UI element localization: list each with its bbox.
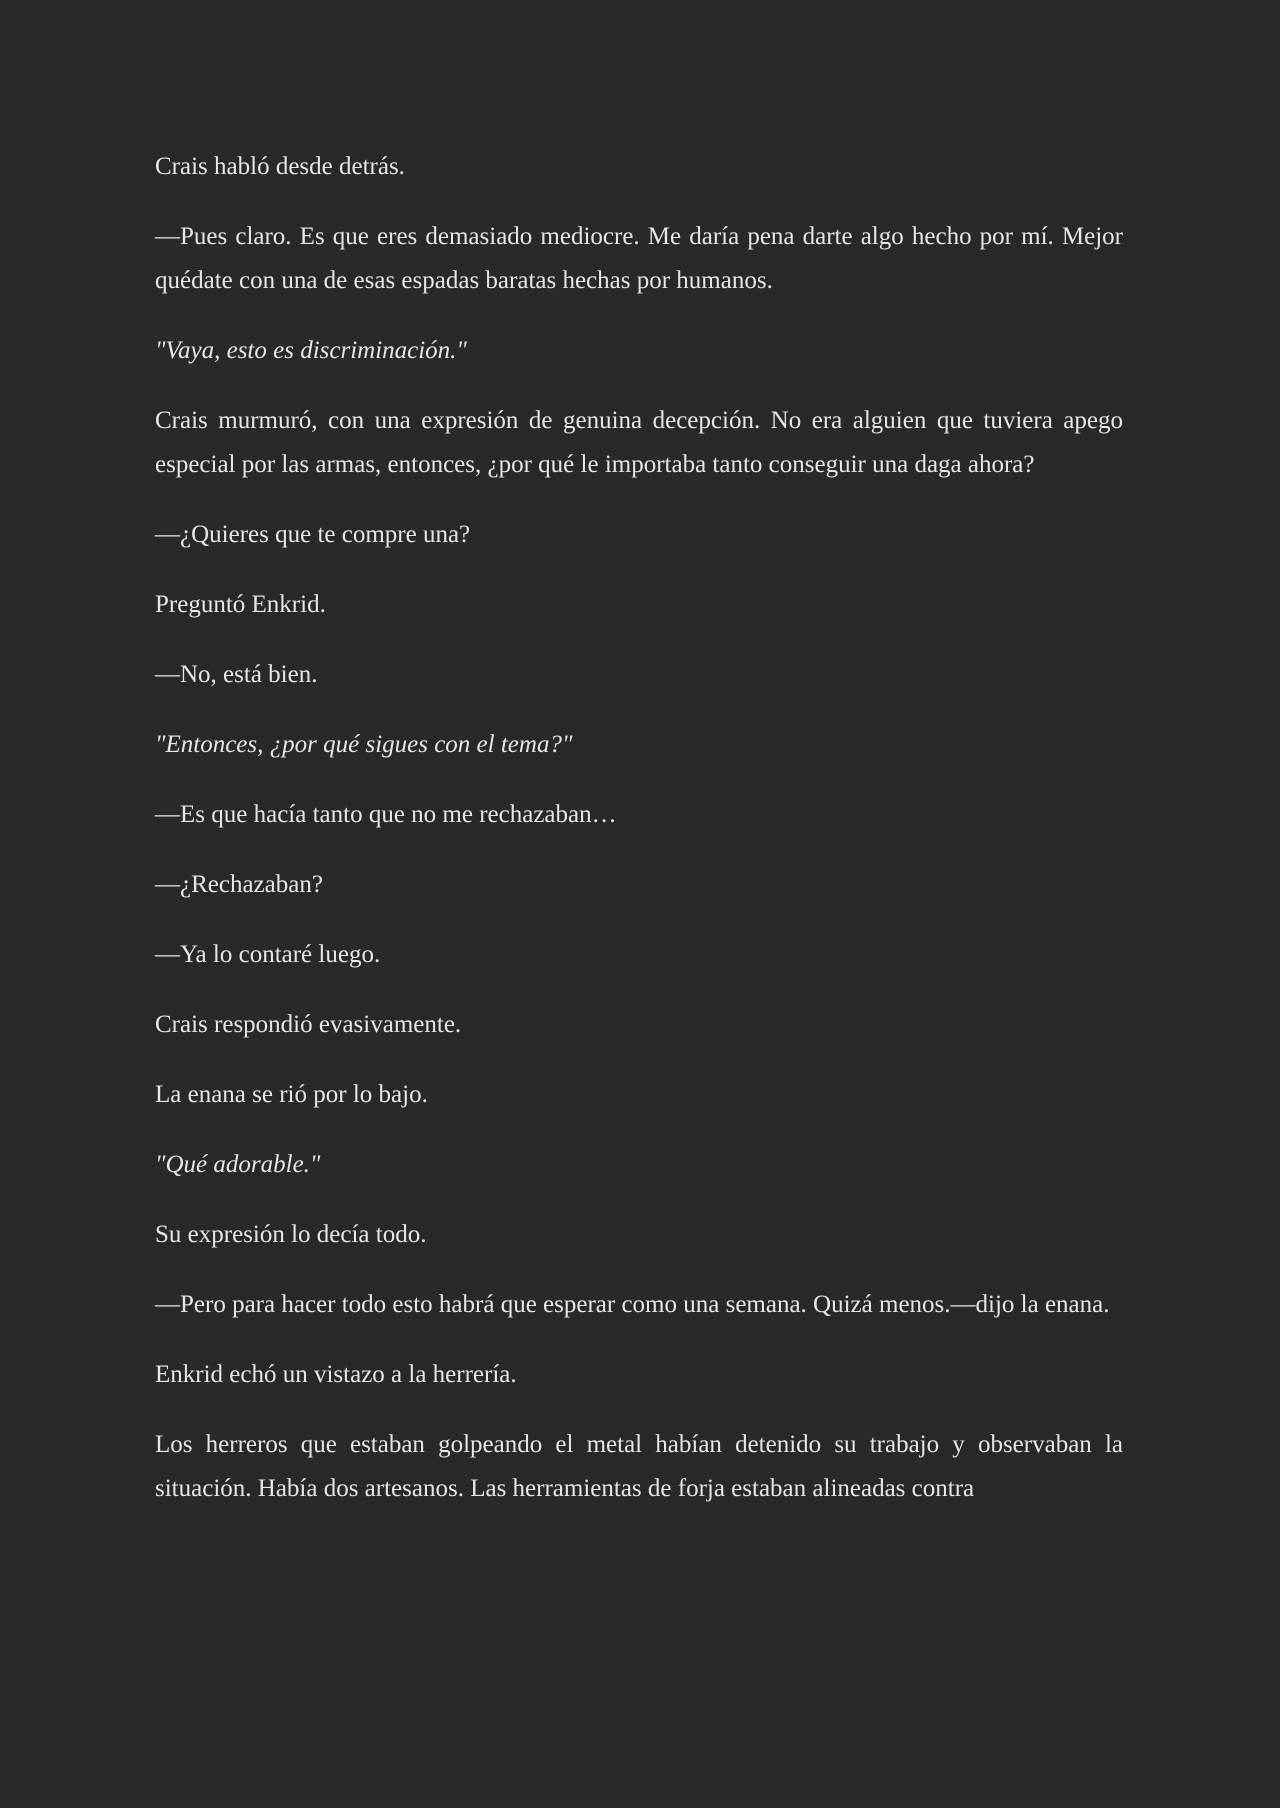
paragraph-thought: "Vaya, esto es discriminación." (155, 337, 467, 364)
paragraph-thought: "Entonces, ¿por qué sigues con el tema?" (155, 731, 573, 758)
paragraph-narration: Su expresión lo decía todo. (155, 1221, 427, 1248)
paragraph-narration: Crais murmuró, con una expresión de genuina decepción. No era alguien que tuviera apego especial por las armas, entonces, ¿por qué le importaba tanto conseguir una daga ahora? (155, 407, 1123, 478)
paragraph-dialogue: —¿Rechazaban? (155, 871, 323, 898)
paragraph-dialogue: —¿Quieres que te compre una? (155, 521, 471, 548)
paragraph-narration: Crais respondió evasivamente. (155, 1011, 462, 1038)
paragraph-dialogue: —Ya lo contaré luego. (155, 941, 381, 968)
paragraph-narration: Crais habló desde detrás. (155, 153, 405, 180)
paragraph-dialogue: —No, está bien. (155, 661, 318, 688)
reading-page (155, 145, 1123, 1537)
paragraph-dialogue: —Pero para hacer todo esto habrá que esperar como una semana. Quizá menos.—dijo la enana. (155, 1291, 1110, 1318)
paragraph-narration: Enkrid echó un vistazo a la herrería. (155, 1361, 517, 1388)
paragraph-narration: La enana se rió por lo bajo. (155, 1081, 428, 1108)
paragraph-dialogue: —Es que hacía tanto que no me rechazaban… (155, 801, 617, 828)
paragraph-dialogue: —Pues claro. Es que eres demasiado mediocre. Me daría pena darte algo hecho por mí. Mejor quédate con una de esas espadas baratas hechas por humanos. (155, 223, 1123, 294)
paragraph-narration: Los herreros que estaban golpeando el metal habían detenido su trabajo y observaban la situación. Había dos artesanos. Las herramientas de forja estaban alineadas contra (155, 1431, 1123, 1502)
paragraph-narration: Preguntó Enkrid. (155, 591, 326, 618)
paragraph-thought: "Qué adorable." (155, 1151, 321, 1178)
